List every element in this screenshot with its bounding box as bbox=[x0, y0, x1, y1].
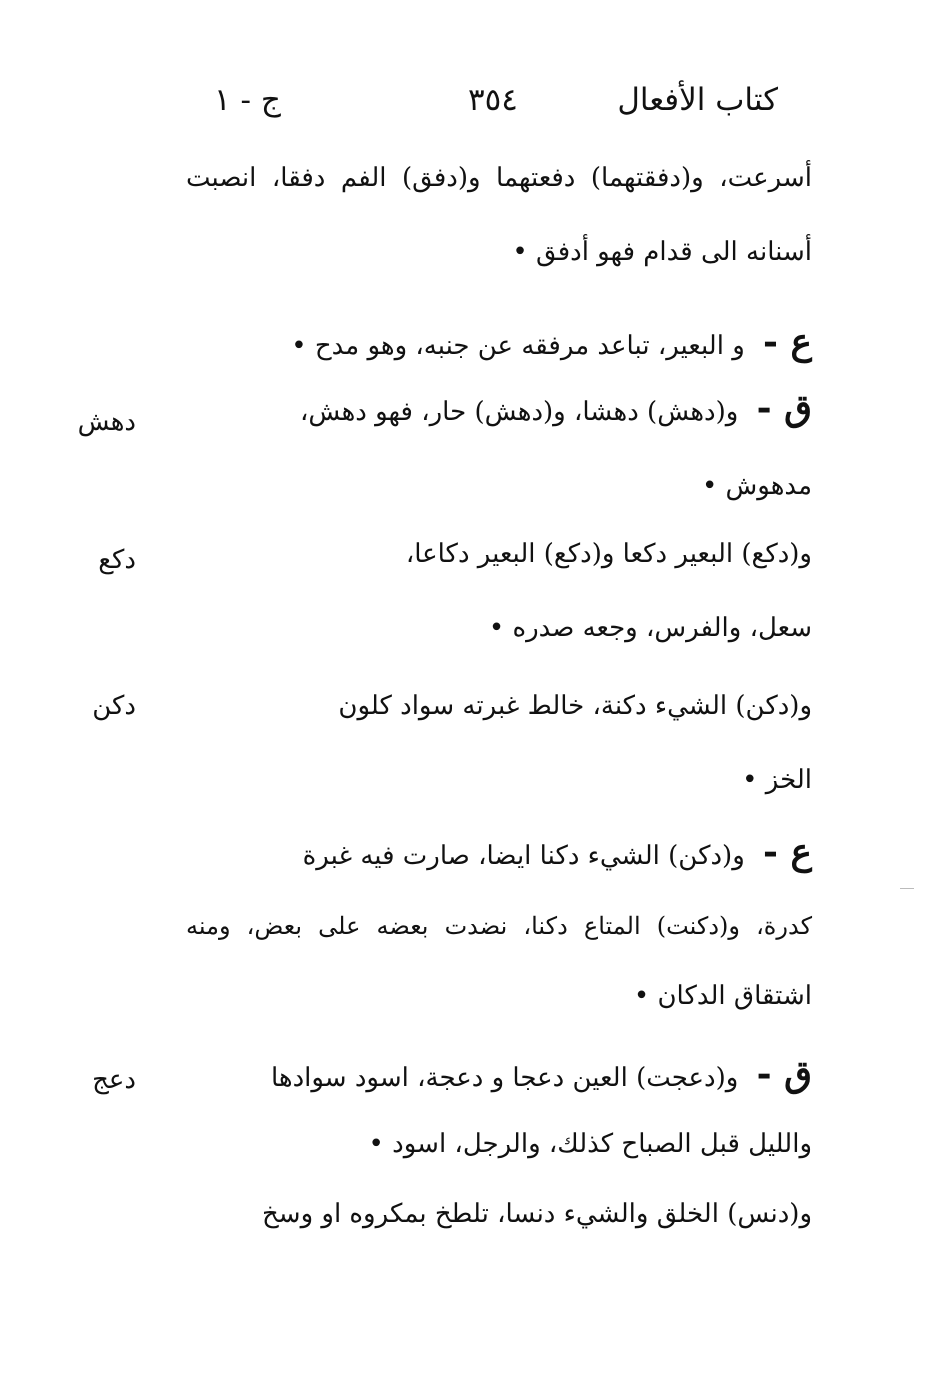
volume-label: ج - ١ bbox=[214, 82, 281, 118]
text-line bbox=[186, 1194, 812, 1234]
text-line bbox=[220, 322, 812, 366]
page-number: ٣٥٤ bbox=[468, 82, 518, 118]
text-line bbox=[190, 534, 812, 574]
margin-root-word: دعج bbox=[92, 1065, 136, 1095]
line-text: مدهوش • bbox=[701, 471, 812, 501]
line-text: أسنانه الى قدام فهو أدفق • bbox=[512, 237, 812, 267]
line-text: و(دنس) الخلق والشيء دنسا، تلطخ بمكروه او وسخ bbox=[262, 1199, 812, 1229]
margin-root-word: دكن bbox=[92, 691, 136, 721]
line-text: و(دكن) الشيء دكنة، خالط غبرته سواد كلون bbox=[338, 691, 812, 721]
line-text: الخز • bbox=[742, 765, 812, 795]
entry-marker: ق - bbox=[756, 387, 812, 429]
text-line bbox=[186, 232, 812, 272]
book-title: كتاب الأفعال bbox=[617, 82, 778, 118]
margin-root-word: دكع bbox=[98, 545, 136, 575]
line-text: اشتقاق الدكان • bbox=[633, 981, 812, 1011]
line-text: و(دكع) البعير دكعا و(دكع) البعير دكاعا، bbox=[405, 539, 812, 569]
line-text: كدرة، و(دكنت) المتاع دكنا، نضدت بعضه على بعض، ومنه bbox=[186, 912, 812, 940]
line-text: أسرعت، و(دفقتهما) دفعتهما و(دفق) الفم دفقا، انصبت bbox=[186, 163, 812, 193]
line-text: و(دهش) دهشا، و(دهش) حار، فهو دهش، bbox=[300, 397, 739, 427]
text-line bbox=[300, 1124, 812, 1164]
text-line bbox=[186, 760, 812, 800]
line-text: والليل قبل الصباح كذلك، والرجل، اسود • bbox=[368, 1129, 812, 1159]
scan-mark bbox=[900, 888, 914, 889]
entry-marker: ع - bbox=[763, 831, 812, 873]
text-line bbox=[190, 832, 812, 876]
line-text: و البعير، تباعد مرفقه عن جنبه، وهو مدح • bbox=[291, 331, 745, 361]
text-line bbox=[186, 466, 812, 506]
text-line bbox=[186, 686, 812, 726]
text-line bbox=[186, 976, 812, 1016]
line-text: و(دعجت) العين دعجا و دعجة، اسود سوادها bbox=[270, 1063, 739, 1093]
text-line bbox=[186, 388, 812, 432]
entry-marker: ق - bbox=[756, 1053, 812, 1095]
page-header bbox=[0, 82, 926, 132]
text-line bbox=[186, 906, 812, 946]
line-text: سعل، والفرس، وجعه صدره • bbox=[488, 613, 812, 643]
entry-marker: ع - bbox=[763, 321, 812, 363]
text-line bbox=[186, 158, 812, 198]
line-text: و(دكن) الشيء دكنا ايضا، صارت فيه غبرة bbox=[302, 841, 745, 871]
text-line bbox=[214, 1054, 812, 1098]
text-line bbox=[300, 608, 812, 648]
margin-root-word: دهش bbox=[77, 407, 136, 437]
